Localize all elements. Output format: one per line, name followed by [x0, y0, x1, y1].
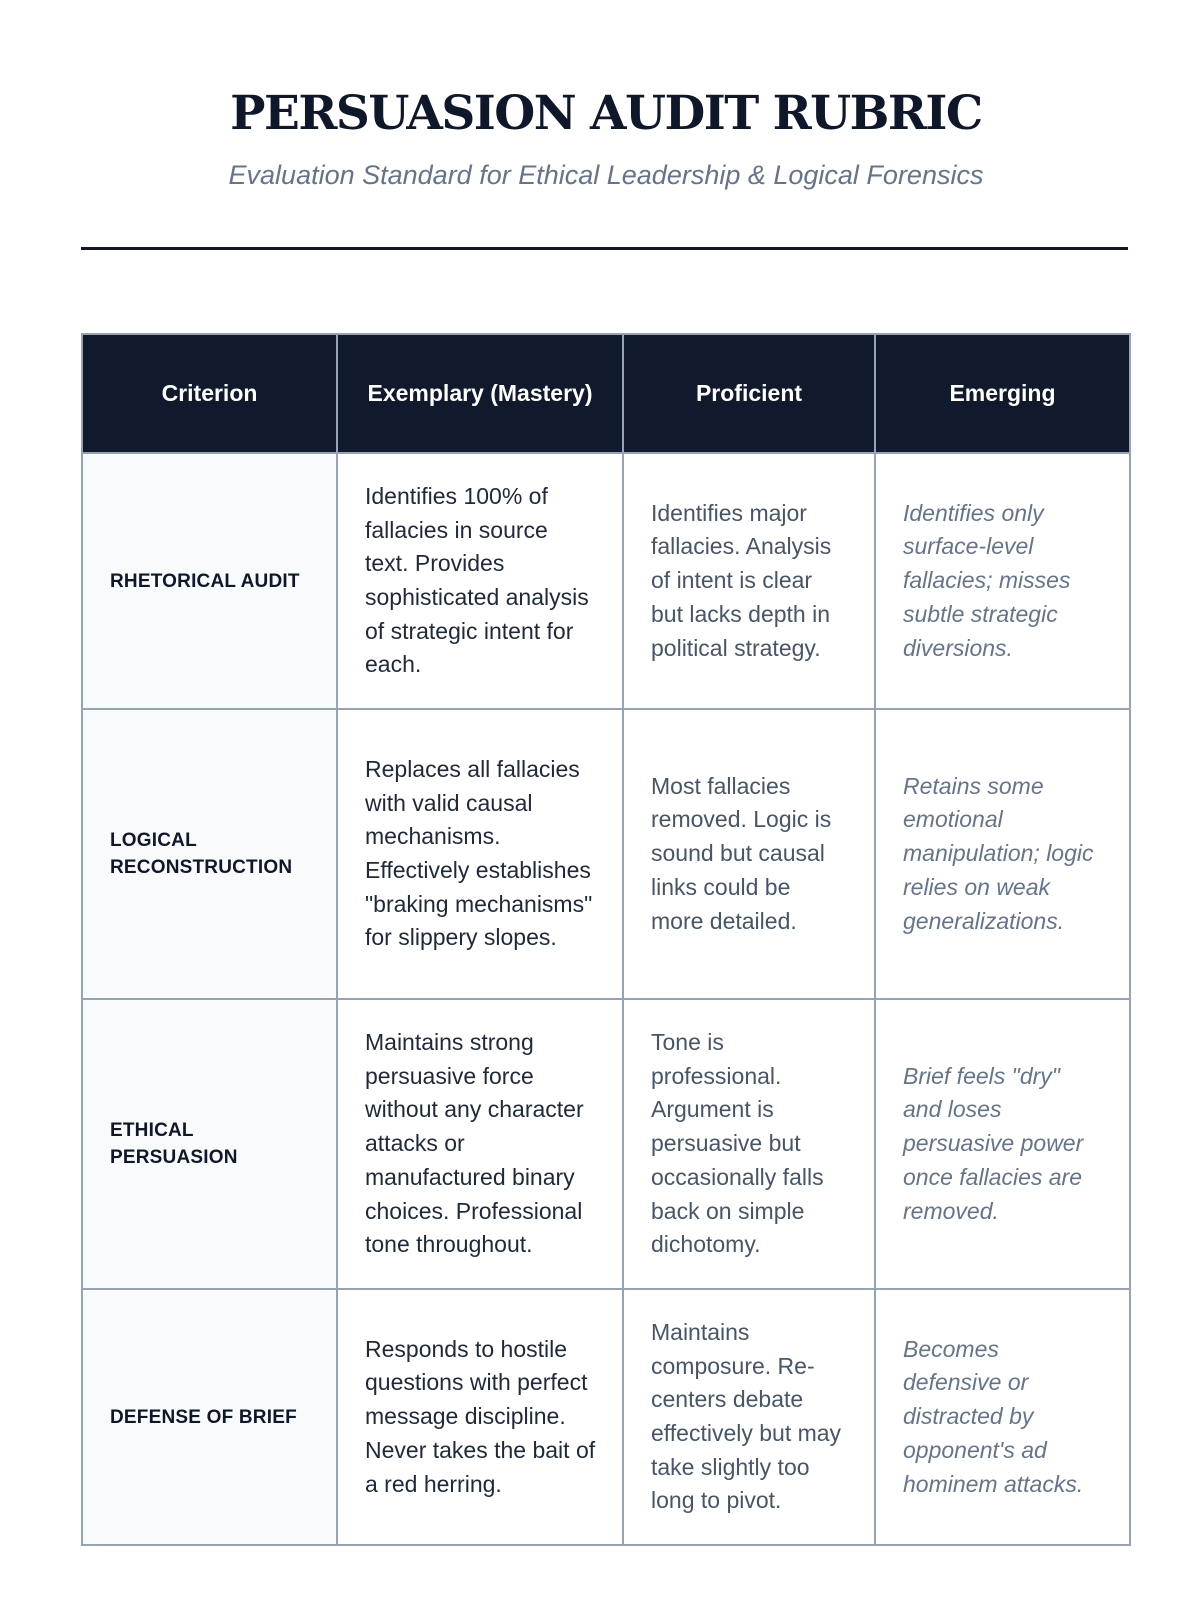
table-row	[82, 999, 1130, 1289]
exemplary-cell: Maintains strong persuasive force without any character attacks or manufactured binary choices. Professional tone throughout.	[337, 999, 623, 1289]
header-row	[82, 334, 1130, 453]
rubric-table	[81, 333, 1131, 1546]
title-divider	[81, 247, 1128, 250]
criterion-cell: DEFENSE OF BRIEF	[82, 1289, 337, 1545]
emerging-cell: Identifies only surface-level fallacies; misses subtle strategic diversions.	[875, 453, 1130, 709]
column-header-emerging: Emerging	[875, 334, 1130, 453]
rubric-header	[82, 334, 1130, 453]
exemplary-cell: Identifies 100% of fallacies in source text. Provides sophisticated analysis of strategic intent for each.	[337, 453, 623, 709]
proficient-cell: Tone is professional. Argument is persuasive but occasionally falls back on simple dichotomy.	[623, 999, 875, 1289]
exemplary-cell: Replaces all fallacies with valid causal mechanisms. Effectively establishes "braking mechanisms" for slippery slopes.	[337, 709, 623, 999]
criterion-cell: RHETORICAL AUDIT	[82, 453, 337, 709]
proficient-cell: Maintains composure. Re-centers debate effectively but may take slightly too long to pivot.	[623, 1289, 875, 1545]
proficient-cell: Identifies major fallacies. Analysis of intent is clear but lacks depth in political strategy.	[623, 453, 875, 709]
page-title: PERSUASION AUDIT RUBRIC	[230, 86, 982, 141]
emerging-cell: Becomes defensive or distracted by opponent's ad hominem attacks.	[875, 1289, 1130, 1545]
proficient-cell: Most fallacies removed. Logic is sound but causal links could be more detailed.	[623, 709, 875, 999]
emerging-cell: Retains some emotional manipulation; logic relies on weak generalizations.	[875, 709, 1130, 999]
column-header-criterion: Criterion	[82, 334, 337, 453]
table-row	[82, 453, 1130, 709]
column-header-exemplary: Exemplary (Mastery)	[337, 334, 623, 453]
table-row	[82, 709, 1130, 999]
criterion-cell: ETHICAL PERSUASION	[82, 999, 337, 1289]
rubric-body	[82, 453, 1130, 1545]
column-header-proficient: Proficient	[623, 334, 875, 453]
criterion-cell: LOGICAL RECONSTRUCTION	[82, 709, 337, 999]
emerging-cell: Brief feels "dry" and loses persuasive power once fallacies are removed.	[875, 999, 1130, 1289]
exemplary-cell: Responds to hostile questions with perfect message discipline. Never takes the bait of a red herring.	[337, 1289, 623, 1545]
page-subtitle: Evaluation Standard for Ethical Leadership & Logical Forensics	[228, 160, 984, 190]
table-row	[82, 1289, 1130, 1545]
